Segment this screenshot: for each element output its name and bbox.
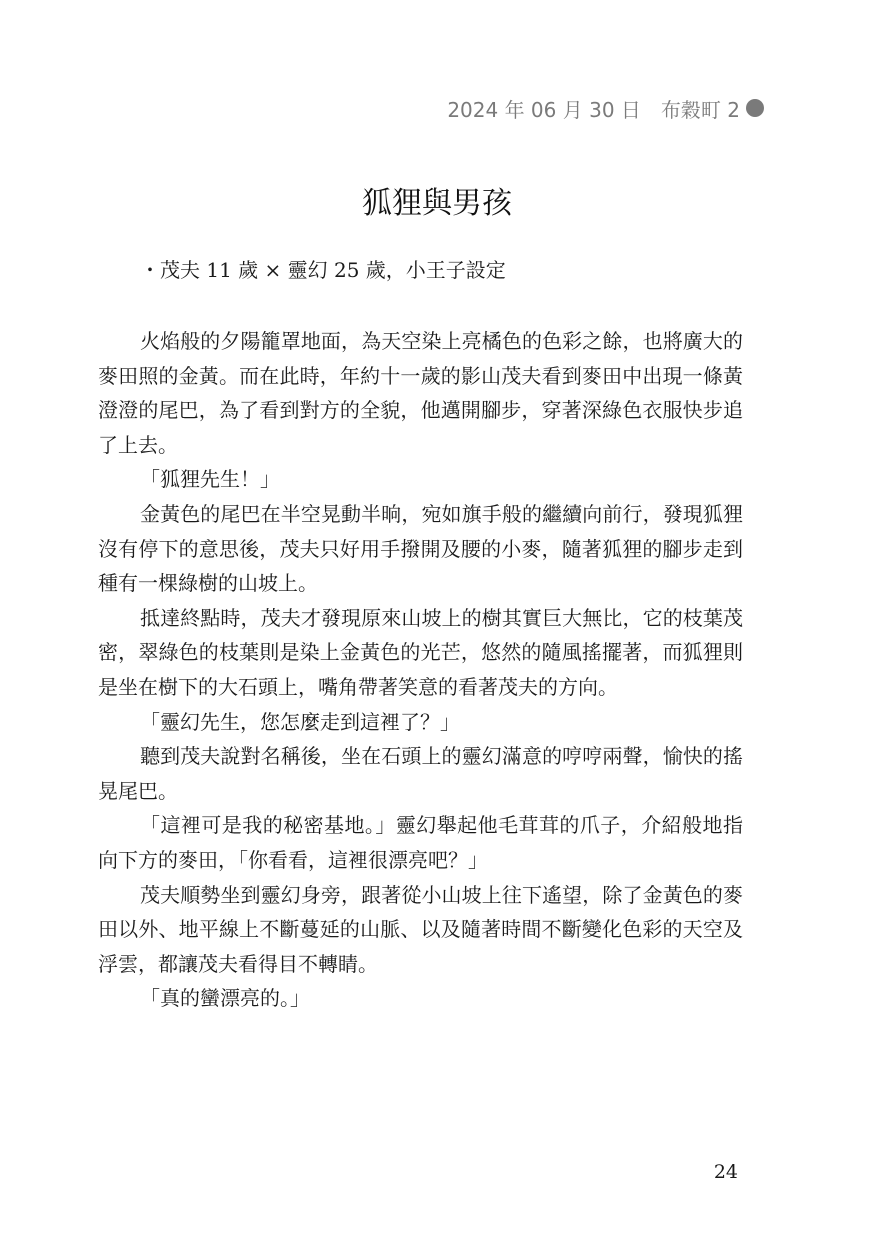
circle-bullet-icon xyxy=(746,99,764,117)
paragraph: 「真的蠻漂亮的。」 xyxy=(140,986,310,1011)
header-date: 2024 年 06 月 30 日 xyxy=(447,97,641,122)
page-number: 24 xyxy=(713,1161,738,1183)
story-body xyxy=(98,324,743,1016)
setting-note: ・茂夫 11 歲 × 靈幻 25 歲，小王子設定 xyxy=(140,258,506,282)
paragraph: 抵達終點時，茂夫才發現原來山坡上的樹其實巨大無比，它的枝葉茂密，翠綠色的枝葉則是染上金黃色的光芒，悠然的隨風搖擺著，而狐狸則是坐在樹下的大石頭上，嘴角帶著笑意的看著茂夫的方向。 xyxy=(98,605,743,699)
chapter-title: 狐狸與男孩 xyxy=(362,186,512,221)
paragraph: 金黃色的尾巴在半空晃動半晌，宛如旗手般的繼續向前行，發現狐狸沒有停下的意思後，茂夫只好用手撥開及腰的小麥，隨著狐狸的腳步走到種有一棵綠樹的山坡上。 xyxy=(98,501,743,596)
header-series-label: 布穀町 2 xyxy=(660,97,740,122)
paragraph: 聽到茂夫說對名稱後，坐在石頭上的靈幻滿意的哼哼兩聲，愉快的搖晃尾巴。 xyxy=(98,744,743,803)
page-header xyxy=(447,93,764,123)
paragraph: 「這裡可是我的秘密基地。」靈幻舉起他毛茸茸的爪子，介紹般地指向下方的麥田，「你看看，這裡很漂亮吧？」 xyxy=(98,813,743,872)
paragraph: 「狐狸先生！」 xyxy=(140,467,280,492)
paragraph: 茂夫順勢坐到靈幻身旁，跟著從小山坡上往下遙望，除了金黃色的麥田以外、地平線上不斷蔓延的山脈、以及隨著時間不斷變化色彩的天空及浮雲，都讓茂夫看得目不轉睛。 xyxy=(98,882,743,976)
paragraph: 「靈幻先生，您怎麼走到這裡了？」 xyxy=(140,709,460,734)
header-series xyxy=(661,94,764,123)
paragraph: 火焰般的夕陽籠罩地面，為天空染上亮橘色的色彩之餘，也將廣大的麥田照的金黃。而在此時，年約十一歲的影山茂夫看到麥田中出現一條黃澄澄的尾巴，為了看到對方的全貌，他邁開腳步，穿著深綠色衣服快步追了上去。 xyxy=(98,329,743,457)
